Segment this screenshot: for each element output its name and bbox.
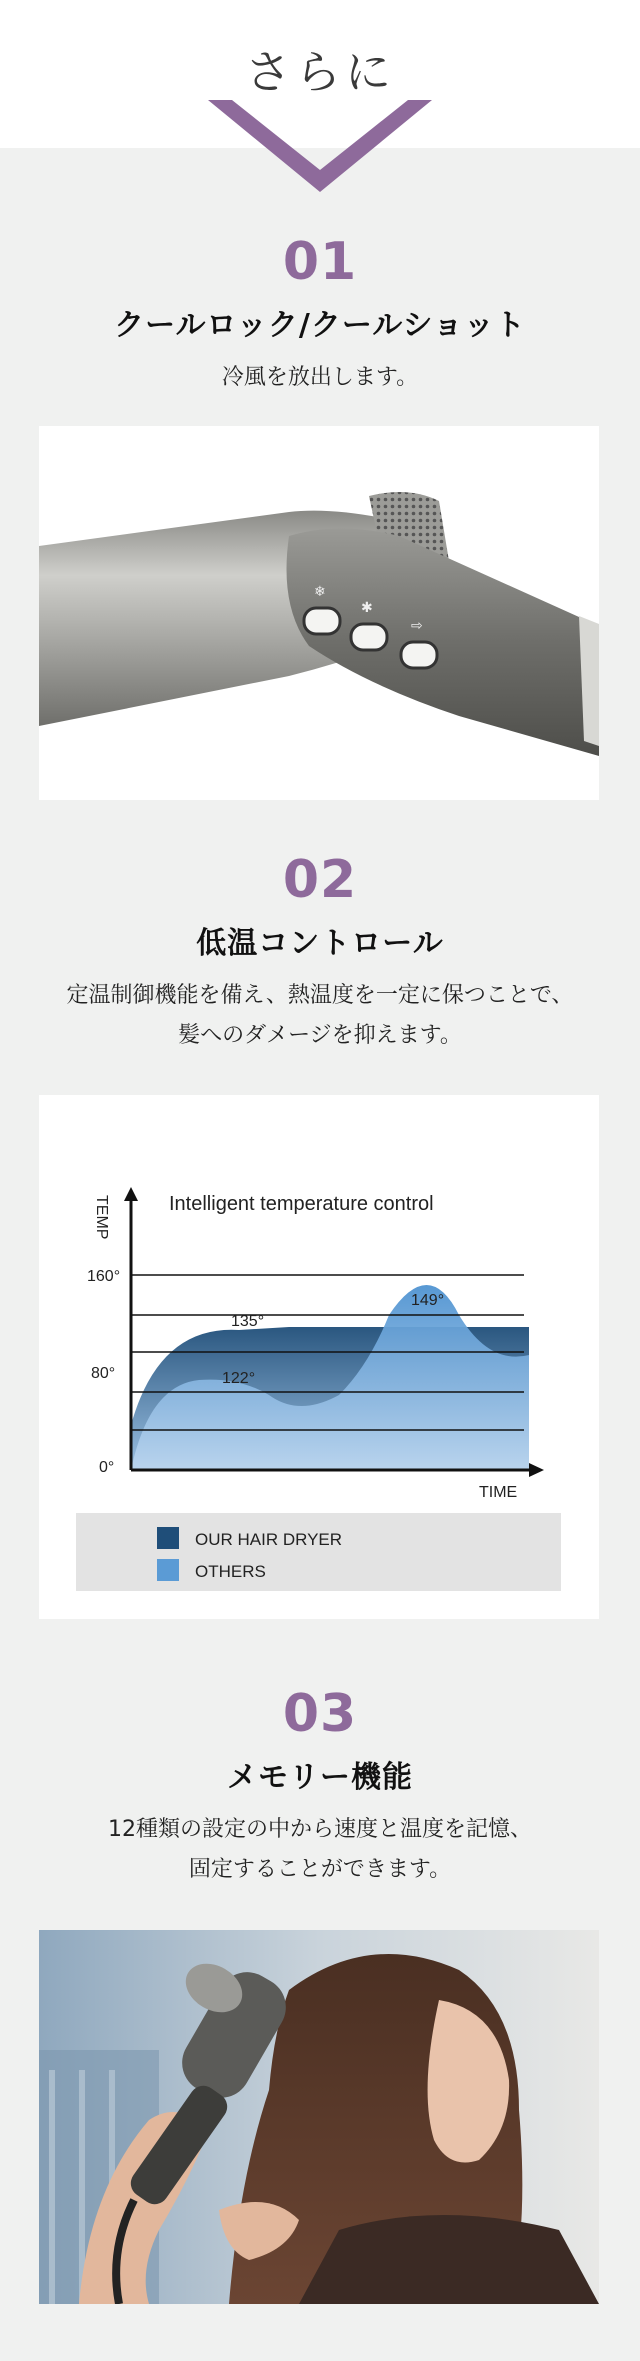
x-axis-label: TIME [479, 1484, 518, 1501]
feature-title: 低温コントロール [196, 926, 444, 961]
legend-swatch-our-hair-dryer [157, 1527, 179, 1549]
temperature-chart-image [39, 1095, 599, 1619]
svg-text:❄: ❄ [314, 584, 326, 600]
annotation-label: 122° [222, 1370, 256, 1387]
annotation-label: 135° [231, 1313, 265, 1330]
y-tick-label: 0° [99, 1459, 115, 1476]
feature-title: メモリー機能 [227, 1760, 413, 1795]
feature-description: 冷風を放出します。 [221, 365, 419, 390]
dryer-closeup-image [39, 426, 599, 800]
feature-number: 02 [282, 850, 358, 910]
legend-swatch-others [157, 1559, 179, 1581]
feature-description: 12種類の設定の中から速度と温度を記憶、 固定することができます。 [108, 1817, 532, 1882]
legend-label: OTHERS [195, 1562, 266, 1581]
woman-photo-image [39, 1930, 599, 2304]
y-tick-label: 80° [91, 1365, 116, 1382]
svg-text:✱: ✱ [361, 600, 373, 616]
feature-number: 03 [282, 1684, 358, 1744]
feature-section-03 [0, 1684, 640, 1890]
chevron-down-icon [208, 100, 432, 192]
chart-title: Intelligent temperature control [169, 1193, 434, 1215]
legend-label: OUR HAIR DRYER [195, 1530, 343, 1549]
y-axis-label: TEMP [93, 1195, 110, 1240]
feature-section-01 [0, 232, 640, 398]
hair-dryer-buttons-photo [39, 426, 599, 800]
y-tick-label: 160° [87, 1268, 121, 1285]
header-title: さらに [245, 45, 395, 99]
feature-section-02 [0, 850, 640, 1056]
feature-number: 01 [282, 232, 358, 292]
annotation-label: 149° [411, 1292, 445, 1309]
svg-text:⇨: ⇨ [411, 618, 423, 634]
legend-box [76, 1513, 561, 1591]
feature-description: 定温制御機能を備え、熱温度を一定に保つことで、 髪へのダメージを抑えます。 [66, 983, 574, 1048]
feature-title: クールロック/クールショット [114, 308, 526, 343]
temperature-chart [39, 1095, 599, 1619]
woman-drying-hair-photo [39, 1930, 599, 2304]
